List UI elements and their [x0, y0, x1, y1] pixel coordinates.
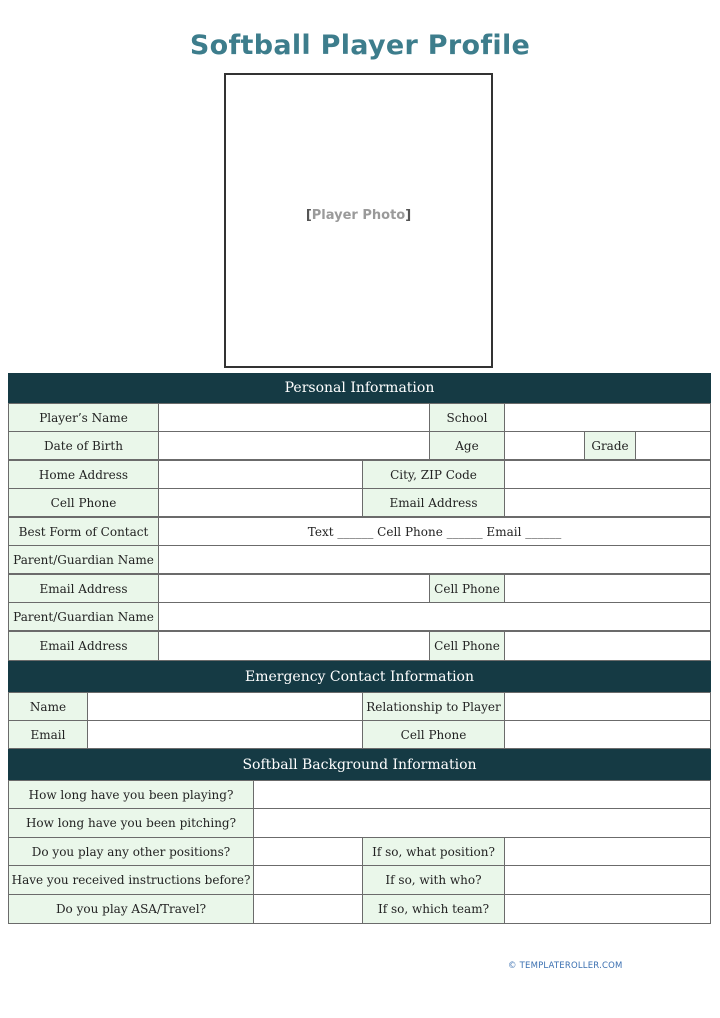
label-parent-email-1: Email Address: [8, 574, 159, 603]
label-parent-cell-2: Cell Phone: [429, 631, 505, 661]
label-city-zip: City, ZIP Code: [362, 460, 505, 489]
templateroller-link[interactable]: © TEMPLATEROLLER.COM: [508, 961, 623, 971]
cell-phone-field[interactable]: [158, 488, 363, 517]
label-instructions-before: Have you received instructions before?: [8, 865, 254, 895]
player-photo-box[interactable]: [224, 73, 493, 368]
label-date-of-birth: Date of Birth: [8, 431, 159, 460]
contact-options-field[interactable]: Text ______ Cell Phone ______ Email ______: [158, 517, 711, 546]
label-emergency-email: Email: [8, 720, 88, 749]
section-header-personal: Personal Information: [8, 373, 711, 403]
label-school: School: [429, 403, 505, 432]
with-who-field[interactable]: [504, 865, 711, 895]
parent-cell-2-field[interactable]: [504, 631, 711, 661]
school-field[interactable]: [504, 403, 711, 432]
label-age: Age: [429, 431, 505, 460]
label-how-long-pitching: How long have you been pitching?: [8, 808, 254, 838]
date-of-birth-field[interactable]: [158, 431, 430, 460]
instructions-before-field[interactable]: [253, 865, 363, 895]
label-parent-cell-1: Cell Phone: [429, 574, 505, 603]
label-emergency-cell-phone: Cell Phone: [362, 720, 505, 749]
label-cell-phone: Cell Phone: [8, 488, 159, 517]
asa-travel-field[interactable]: [253, 894, 363, 924]
label-how-long-playing: How long have you been playing?: [8, 780, 254, 809]
email-address-field[interactable]: [504, 488, 711, 517]
player-photo-label: [Player Photo]: [305, 208, 412, 223]
label-relationship: Relationship to Player: [362, 692, 505, 721]
section-header-background: Softball Background Information: [8, 749, 711, 780]
parent-email-1-field[interactable]: [158, 574, 430, 603]
label-other-positions: Do you play any other positions?: [8, 837, 254, 866]
how-long-pitching-field[interactable]: [253, 808, 711, 838]
city-zip-field[interactable]: [504, 460, 711, 489]
label-email-address: Email Address: [362, 488, 505, 517]
which-team-field[interactable]: [504, 894, 711, 924]
label-which-team: If so, which team?: [362, 894, 505, 924]
other-positions-field[interactable]: [253, 837, 363, 866]
section-header-emergency: Emergency Contact Information: [8, 661, 711, 692]
label-asa-travel: Do you play ASA/Travel?: [8, 894, 254, 924]
parent-guardian-name-1-field[interactable]: [158, 545, 711, 574]
label-parent-guardian-name-2: Parent/Guardian Name: [8, 602, 159, 631]
label-parent-guardian-name-1: Parent/Guardian Name: [8, 545, 159, 574]
emergency-name-field[interactable]: [87, 692, 363, 721]
parent-cell-1-field[interactable]: [504, 574, 711, 603]
what-position-field[interactable]: [504, 837, 711, 866]
label-with-who: If so, with who?: [362, 865, 505, 895]
label-players-name: Player’s Name: [8, 403, 159, 432]
home-address-field[interactable]: [158, 460, 363, 489]
relationship-field[interactable]: [504, 692, 711, 721]
label-grade: Grade: [584, 431, 636, 460]
emergency-email-field[interactable]: [87, 720, 363, 749]
age-field[interactable]: [504, 431, 585, 460]
grade-field[interactable]: [635, 431, 711, 460]
emergency-cell-phone-field[interactable]: [504, 720, 711, 749]
label-parent-email-2: Email Address: [8, 631, 159, 661]
label-home-address: Home Address: [8, 460, 159, 489]
page-title: Softball Player Profile: [189, 30, 531, 61]
how-long-playing-field[interactable]: [253, 780, 711, 809]
parent-guardian-name-2-field[interactable]: [158, 602, 711, 631]
players-name-field[interactable]: [158, 403, 430, 432]
label-best-form-of-contact: Best Form of Contact: [8, 517, 159, 546]
parent-email-2-field[interactable]: [158, 631, 430, 661]
label-what-position: If so, what position?: [362, 837, 505, 866]
label-emergency-name: Name: [8, 692, 88, 721]
